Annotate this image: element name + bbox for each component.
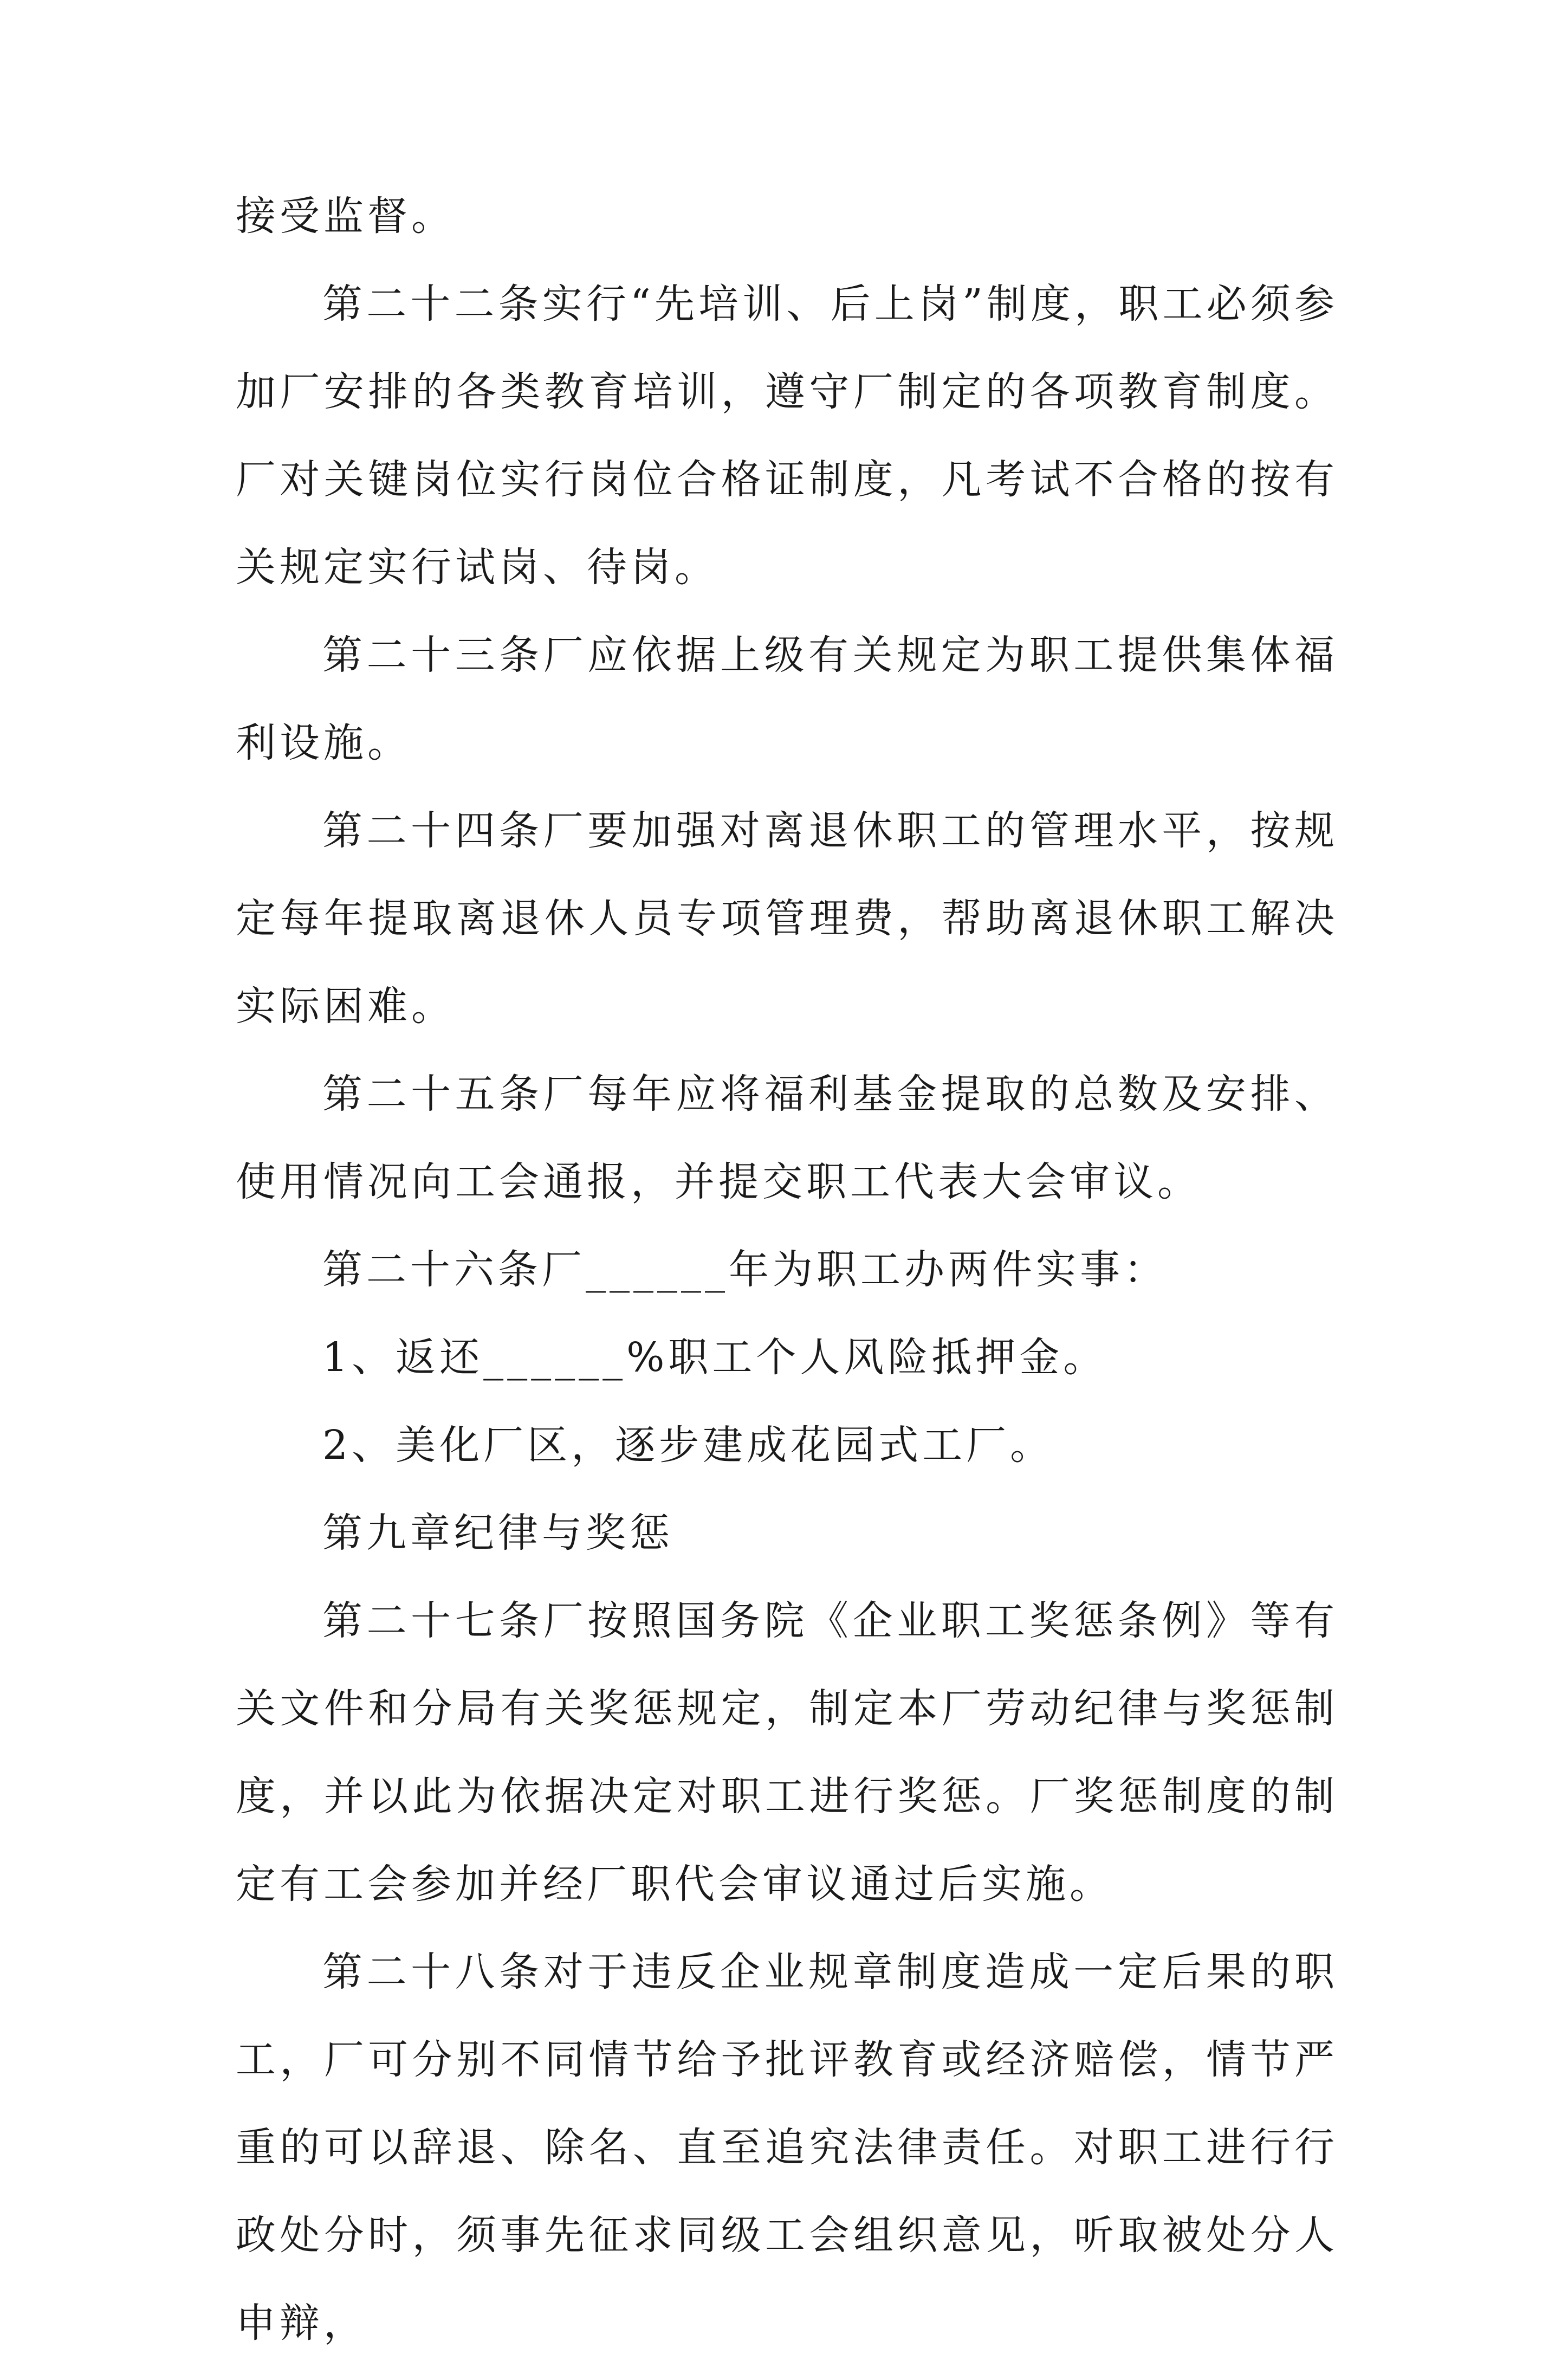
paragraph-article-24: 第二十四条厂要加强对离退休职工的管理水平，按规定每年提取离退休人员专项管理费，帮助离退休职工解决实际困难。 [236, 807, 1338, 1030]
chapter-heading: 第九章纪律与奖惩 [322, 1510, 673, 1556]
paragraph-article-26: 第二十六条厂______年为职工办两件实事： [322, 1246, 1168, 1293]
paragraph-article-25: 第二十五条厂每年应将福利基金提取的总数及安排、使用情况向工会通报，并提交职工代表大会审议。 [236, 1071, 1338, 1205]
paragraph-1: 接受监督。 [236, 193, 455, 240]
paragraph-article-28: 第二十八条对于违反企业规章制度造成一定后果的职工，厂可分别不同情节给予批评教育或经济赔偿，情节严重的可以辞退、除名、直至追究法律责任。对职工进行行政处分时，须事先征求同级工会组织意见，听取被处分人申辩， [236, 1949, 1338, 2346]
list-item-2: 2、美化厂区，逐步建成花园式工厂。 [322, 1422, 1054, 1469]
paragraph-article-23: 第二十三条厂应依据上级有关规定为职工提供集体福利设施。 [236, 632, 1338, 766]
list-item-1: 1、返还______%职工个人风险抵押金。 [322, 1334, 1107, 1381]
paragraph-article-22: 第二十二条实行“先培训、后上岗”制度，职工必须参加厂安排的各类教育培训，遵守厂制定的各项教育制度。厂对关键岗位实行岗位合格证制度，凡考试不合格的按有关规定实行试岗、待岗。 [236, 281, 1338, 591]
document-body [236, 172, 1338, 2367]
paragraph-article-27: 第二十七条厂按照国务院《企业职工奖惩条例》等有关文件和分局有关奖惩规定，制定本厂劳动纪律与奖惩制度，并以此为依据决定对职工进行奖惩。厂奖惩制度的制定有工会参加并经厂职代会审议通过后实施。 [236, 1598, 1338, 1907]
